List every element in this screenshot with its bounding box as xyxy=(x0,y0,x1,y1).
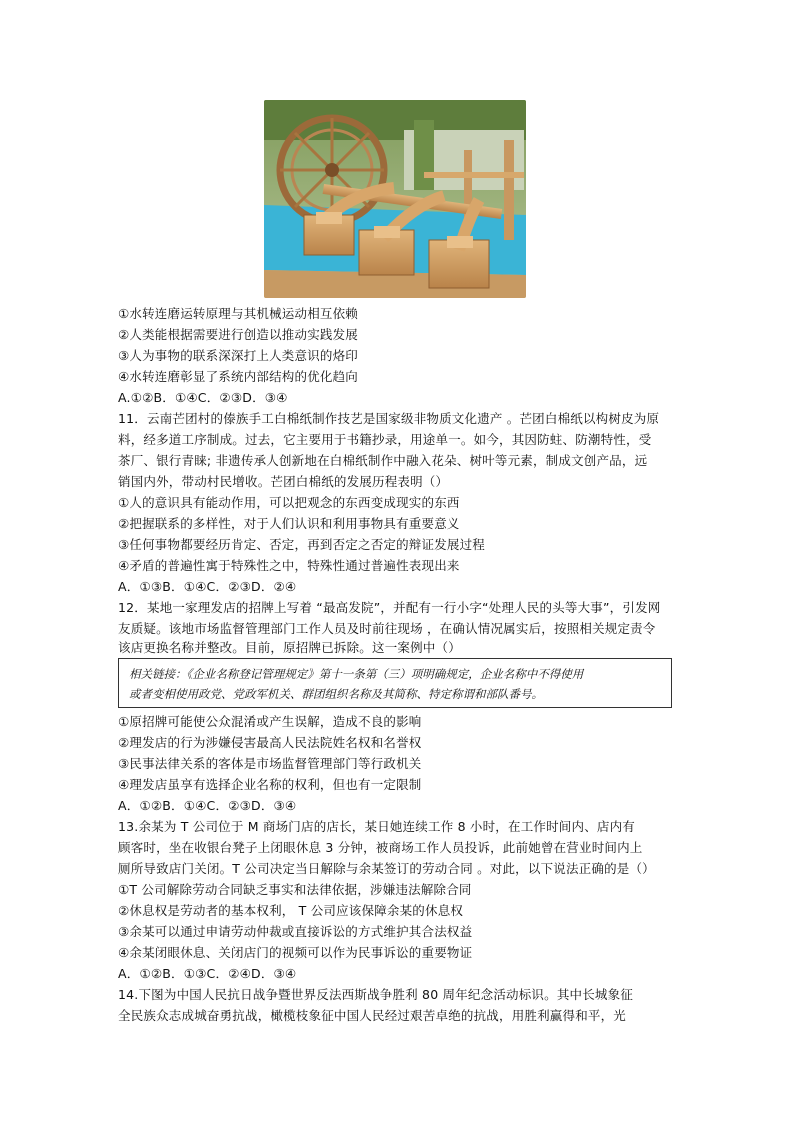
q13-option-2: ②休息权是劳动者的基本权利， T 公司应该保障余某的休息权 xyxy=(118,903,464,918)
q14-stem-2: 全民族众志成城奋勇抗战，橄榄枝象征中国人民经过艰苦卓绝的抗战，用胜利赢得和平，光 xyxy=(118,1008,627,1023)
q12-option-3: ③民事法律关系的客体是市场监督管理部门等行政机关 xyxy=(118,756,422,771)
q13-stem-2: 顾客时，坐在收银台凳子上闭眼休息 3 分钟，被商场工作人员投诉，此前她曾在营业时间内上 xyxy=(118,840,643,855)
q11-stem-4: 销国内外，带动村民增收。芒团白棉纸的发展历程表明（） xyxy=(118,474,449,489)
q10-answers: A.①②B．①④C．②③D．③④ xyxy=(118,390,288,405)
q13-option-4: ④余某闭眼休息、关闭店门的视频可以作为民事诉讼的重要物证 xyxy=(118,945,473,960)
q10-option-3: ③人为事物的联系深深打上人类意识的烙印 xyxy=(118,348,359,363)
waterwheel-mill-icon xyxy=(264,100,526,298)
q10-option-1: ①水转连磨运转原理与其机械运动相互依赖 xyxy=(118,306,359,321)
q14-stem-1: 14.下图为中国人民抗日战争暨世界反法西斯战争胜利 80 周年纪念活动标识。其中长城象征 xyxy=(118,987,634,1002)
q12-option-4: ④理发店虽享有选择企业名称的权利，但也有一定限制 xyxy=(118,777,422,792)
q11-answers: A．①③B．①④C．②③D．②④ xyxy=(118,579,297,594)
waterwheel-mill-photo xyxy=(264,100,526,298)
related-link-line-1: 相关链接：《企业名称登记管理规定》第十一条第（三）项明确规定，企业名称中不得使用 xyxy=(129,667,584,681)
q13-answers: A．①②B．①③C．②④D．③④ xyxy=(118,966,297,981)
q11-option-4: ④矛盾的普遍性寓于特殊性之中，特殊性通过普遍性表现出来 xyxy=(118,558,460,573)
q12-stem-2: 友质疑。该地市场监督管理部门工作人员及时前往现场 ，在确认情况属实后，按照相关规定责令 xyxy=(118,621,656,636)
q12-option-2: ②理发店的行为涉嫌侵害最高人民法院姓名权和名誉权 xyxy=(118,735,422,750)
q11-stem-2: 料，经多道工序制成。过去，它主要用于书籍抄录，用途单一。如今，其因防蛀、防潮特性，受 xyxy=(118,432,652,447)
q11-option-2: ②把握联系的多样性，对于人们认识和利用事物具有重要意义 xyxy=(118,516,460,531)
q12-stem-3: 该店更换名称并整改。目前，原招牌已拆除。这一案例中（） xyxy=(118,640,461,655)
q12-option-1: ①原招牌可能使公众混淆或产生误解，造成不良的影响 xyxy=(118,714,422,729)
q12-answers: A．①②B．①④C．②③D．③④ xyxy=(118,798,297,813)
q10-option-4: ④水转连磨彰显了系统内部结构的优化趋向 xyxy=(118,369,359,384)
q12-stem-1: 12．某地一家理发店的招牌上写着 “最高发院”，并配有一行小字“处理人民的头等大事”，引发网 xyxy=(118,600,661,615)
q11-stem-3: 茶厂、银行青睐; 非遗传承人创新地在白棉纸制作中融入花朵、树叶等元素，制成文创产品，远 xyxy=(118,453,648,468)
q10-option-2: ②人类能根据需要进行创造以推动实践发展 xyxy=(118,327,359,342)
q13-option-3: ③余某可以通过申请劳动仲裁或直接诉讼的方式维护其合法权益 xyxy=(118,924,473,939)
q11-stem-1: 11．云南芒团村的傣族手工白棉纸制作技艺是国家级非物质文化遗产 。芒团白棉纸以构树皮为原 xyxy=(118,411,660,426)
q13-option-1: ①T 公司解除劳动合同缺乏事实和法律依据，涉嫌违法解除合同 xyxy=(118,882,472,897)
related-link-line-2: 或者变相使用政党、党政军机关、群团组织名称及其简称、特定称谓和部队番号。 xyxy=(129,687,543,701)
related-link-box xyxy=(118,658,672,708)
q13-stem-3: 厕所导致店门关闭。T 公司决定当日解除与余某签订的劳动合同 。对此，以下说法正确的是（） xyxy=(118,861,655,876)
q13-stem-1: 13.余某为 T 公司位于 M 商场门店的店长，某日她连续工作 8 小时，在工作时间内、店内有 xyxy=(118,819,635,834)
q11-option-1: ①人的意识具有能动作用，可以把观念的东西变成现实的东西 xyxy=(118,495,460,510)
q11-option-3: ③任何事物都要经历肯定、否定，再到否定之否定的辩证发展过程 xyxy=(118,537,486,552)
